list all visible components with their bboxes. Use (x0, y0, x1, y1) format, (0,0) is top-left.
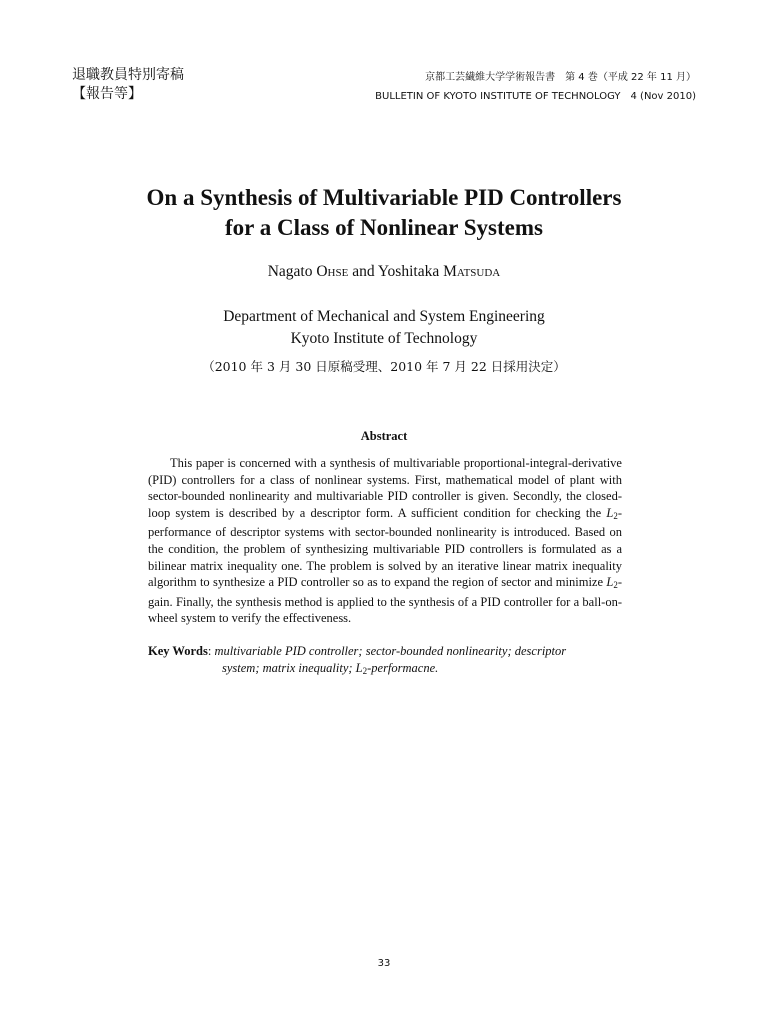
abstract-text-part1: This paper is concerned with a synthesis of multivariable proportional-integral-derivative (PID) controllers for a class of nonlinear systems. First, mathematical model of plant with sector-bounded nonlinearity and multivariable PID controller is given. Secondly, the closed-loop system is described by a descriptor form. A sufficient condition for checking the (148, 456, 622, 520)
keywords-text2: system; matrix inequality; (222, 661, 356, 675)
header-left (72, 66, 184, 104)
journal-name-jp: 京都工芸繊維大学学術報告書 第 4 巻（平成 22 年 11 月） (425, 72, 696, 83)
page-number: 33 (377, 958, 391, 969)
abstract-text-part3: -gain. Finally, the synthesis method is applied to the synthesis of a PID controller for a ball-on-wheel system to verify the effectiveness. (148, 575, 622, 626)
affiliation-line2: Kyoto Institute of Technology (290, 330, 478, 347)
author-list (0, 263, 768, 281)
keywords-label: Key Words (148, 644, 208, 658)
abstract-heading: Abstract (360, 429, 408, 443)
paper-title (0, 183, 768, 243)
title-line2: for a Class of Nonlinear Systems (225, 215, 543, 240)
abstract-body (148, 455, 622, 627)
received-accepted-dates: （2010 年 3 月 30 日原稿受理、2010 年 7 月 22 日採用決定） (202, 359, 566, 374)
l2-symbol: $L_2$ (606, 575, 618, 591)
header-left-line2: 【報告等】 (72, 86, 142, 102)
abstract-text-part2: -performance of descriptor systems with sector-bounded nonlinearity is introduced. Based on the condition, the problem of synthesizing multivariable PID controllers is formulated as a bilinear matrix inequality one. The problem is solved by an iterative linear matrix inequality algorithm to synthesize a PID controller so as to expand the region of sector and minimize (148, 505, 622, 590)
author-and: and (348, 263, 378, 280)
author2-last: Matsuda (443, 263, 501, 280)
keywords-line1 (148, 643, 628, 660)
keywords-text1: multivariable PID controller; sector-bounded nonlinearity; descriptor (214, 644, 567, 658)
header-right (375, 68, 696, 106)
keywords (148, 643, 628, 680)
keywords-line2 (148, 660, 628, 680)
header-left-line1: 退職教員特別寄稿 (72, 67, 184, 83)
l2-symbol: $L_2$ (355, 661, 368, 676)
keywords-text3: -performacne. (367, 661, 439, 675)
keywords-colon: : (207, 644, 215, 658)
title-line1: On a Synthesis of Multivariable PID Controllers (146, 185, 622, 210)
l2-symbol: $L_2$ (606, 505, 618, 521)
author2-first: Yoshitaka (377, 263, 444, 280)
affiliation (0, 306, 768, 350)
affiliation-line1: Department of Mechanical and System Engineering (223, 308, 545, 325)
author1-first: Nagato (267, 263, 317, 280)
journal-name-en: BULLETIN OF KYOTO INSTITUTE OF TECHNOLOGY 4 (Nov 2010) (375, 91, 696, 102)
author1-last: Ohse (316, 263, 349, 280)
